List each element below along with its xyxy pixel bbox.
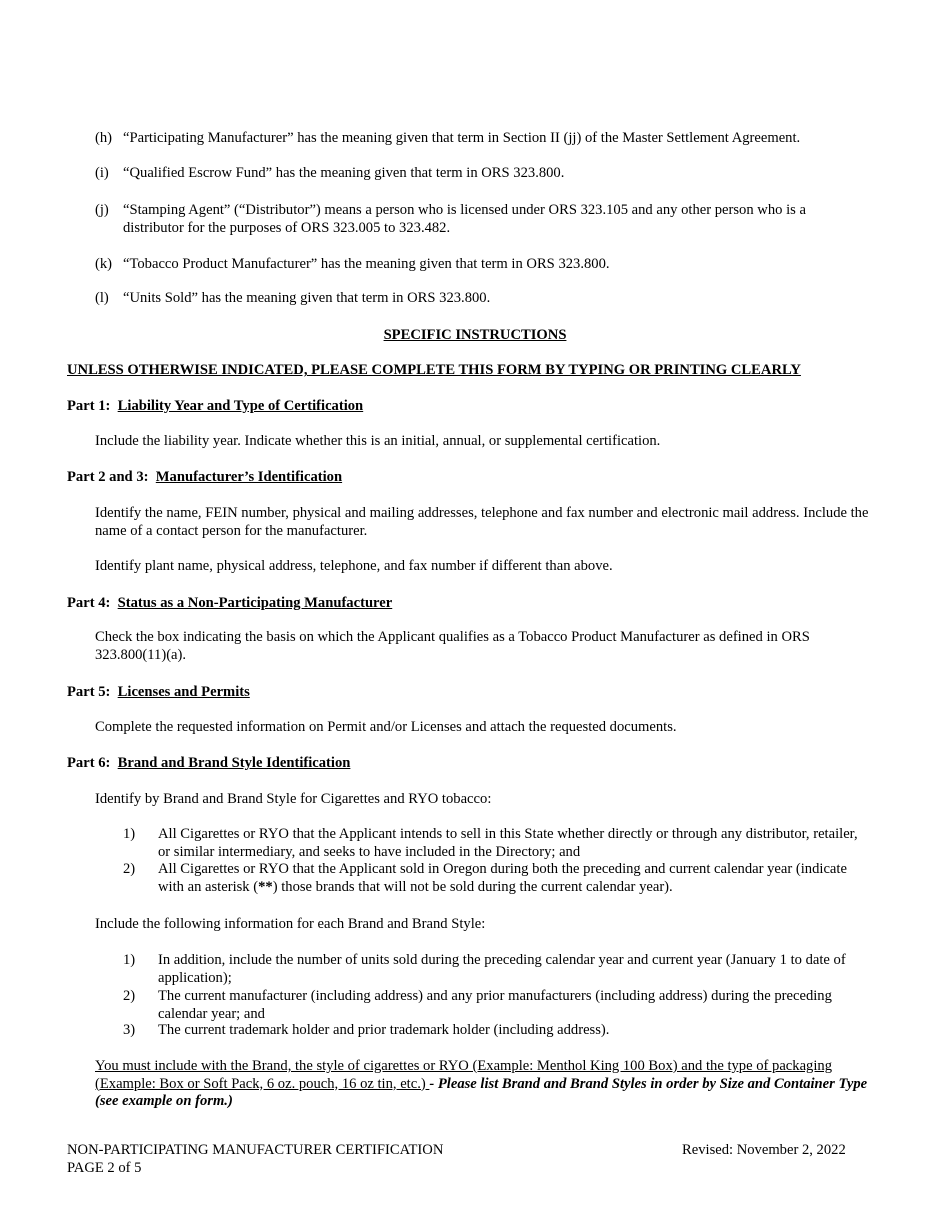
- part-4-heading: [67, 595, 392, 613]
- list2-item-3: The current trademark holder and prior trademark holder (including address).: [158, 1022, 610, 1038]
- footer-revised-date: Revised: November 2, 2022: [682, 1142, 846, 1158]
- part-2-3-heading: [67, 469, 342, 487]
- part-4-body: Check the box indicating the basis on which the Applicant qualifies as a Tobacco Product Manufacturer as defined in ORS 323.800(11)(a).: [95, 629, 810, 663]
- definition-letter-j: (j): [95, 202, 109, 218]
- part-1-title: Liability Year and Type of Certification: [117, 398, 364, 414]
- list2-item-2: The current manufacturer (including address) and any prior manufacturers (including address) during the preceding calendar year; and: [158, 988, 832, 1022]
- part-4-title: Status as a Non-Participating Manufacturer: [117, 595, 393, 611]
- list2-number-1: 1): [123, 952, 136, 968]
- part-6-title: Brand and Brand Style Identification: [117, 755, 351, 771]
- list2-number-2: 2): [123, 988, 136, 1004]
- part-5-body: Complete the requested information on Permit and/or Licenses and attach the requested documents.: [95, 719, 677, 735]
- part-2-3-body-2: Identify plant name, physical address, telephone, and fax number if different than above.: [95, 558, 613, 574]
- brand-style-note: [95, 1058, 887, 1111]
- part-5-heading: [67, 684, 250, 702]
- part-2-3-prefix: Part 2 and 3:: [67, 469, 149, 485]
- brand-style-note-emphasis: - Please list Brand and Brand Styles in order by Size and Container Type (see example on form.): [95, 1075, 868, 1109]
- definition-qualified-escrow-fund: “Qualified Escrow Fund” has the meaning given that term in ORS 323.800.: [123, 165, 565, 181]
- definition-letter-l: (l): [95, 290, 109, 306]
- definition-participating-manufacturer: “Participating Manufacturer” has the meaning given that term in Section II (jj) of the Master Settlement Agreement.: [123, 130, 801, 146]
- part-6-heading: [67, 755, 350, 773]
- asterisk-marker: **: [258, 878, 273, 895]
- list1-number-1: 1): [123, 826, 136, 842]
- list1-number-2: 2): [123, 861, 136, 877]
- footer-page-number: PAGE 2 of 5: [67, 1160, 142, 1176]
- part-6-intro-2: Include the following information for each Brand and Brand Style:: [95, 916, 486, 932]
- list2-item-1: In addition, include the number of units sold during the preceding calendar year and current year (January 1 to date of application);: [158, 952, 846, 986]
- list1-item-1: All Cigarettes or RYO that the Applicant intends to sell in this State whether directly or through any distributor, retailer, or similar intermediary, and seeks to have included in the Directory; and: [158, 826, 858, 860]
- list1-item-2: [158, 861, 858, 896]
- part-1-heading: [67, 398, 363, 416]
- list2-number-3: 3): [123, 1022, 136, 1038]
- definition-units-sold: “Units Sold” has the meaning given that term in ORS 323.800.: [123, 290, 491, 306]
- part-5-title: Licenses and Permits: [117, 684, 250, 700]
- list1-item-2-text-b: ) those brands that will not be sold during the current calendar year).: [272, 878, 673, 895]
- definition-stamping-agent: “Stamping Agent” (“Distributor”) means a person who is licensed under ORS 323.105 and any other person who is a distributor for the purposes of ORS 323.005 to 323.482.: [123, 202, 806, 236]
- part-1-body: Include the liability year. Indicate whether this is an initial, annual, or supplemental certification.: [95, 433, 661, 449]
- part-4-prefix: Part 4:: [67, 595, 111, 611]
- part-5-prefix: Part 5:: [67, 684, 111, 700]
- general-instruction: UNLESS OTHERWISE INDICATED, PLEASE COMPLETE THIS FORM BY TYPING OR PRINTING CLEARLY: [67, 362, 801, 378]
- part-2-3-body-1: Identify the name, FEIN number, physical and mailing addresses, telephone and fax number and electronic mail address. Include the name of a contact person for the manufacturer.: [95, 505, 869, 539]
- specific-instructions-heading: SPECIFIC INSTRUCTIONS: [383, 327, 567, 343]
- list1-item-2-text-a: All Cigarettes or RYO that the Applicant sold in Oregon during both the preceding and current calendar year (indicate with an asterisk (: [158, 861, 847, 895]
- part-2-3-title: Manufacturer’s Identification: [155, 469, 343, 485]
- definition-tobacco-product-manufacturer: “Tobacco Product Manufacturer” has the meaning given that term in ORS 323.800.: [123, 256, 610, 272]
- brand-style-note-underlined: You must include with the Brand, the style of cigarettes or RYO (Example: Menthol King 100 Box) and the type of packaging (Example: Box or Soft Pack, 6 oz. pouch, 16 oz tin, etc.): [95, 1058, 832, 1092]
- part-6-prefix: Part 6:: [67, 755, 111, 771]
- part-6-intro: Identify by Brand and Brand Style for Cigarettes and RYO tobacco:: [95, 791, 492, 807]
- definition-letter-h: (h): [95, 130, 113, 146]
- part-1-prefix: Part 1:: [67, 398, 111, 414]
- footer-form-title: NON-PARTICIPATING MANUFACTURER CERTIFICATION: [67, 1142, 444, 1158]
- definition-letter-i: (i): [95, 165, 109, 181]
- definition-letter-k: (k): [95, 256, 113, 272]
